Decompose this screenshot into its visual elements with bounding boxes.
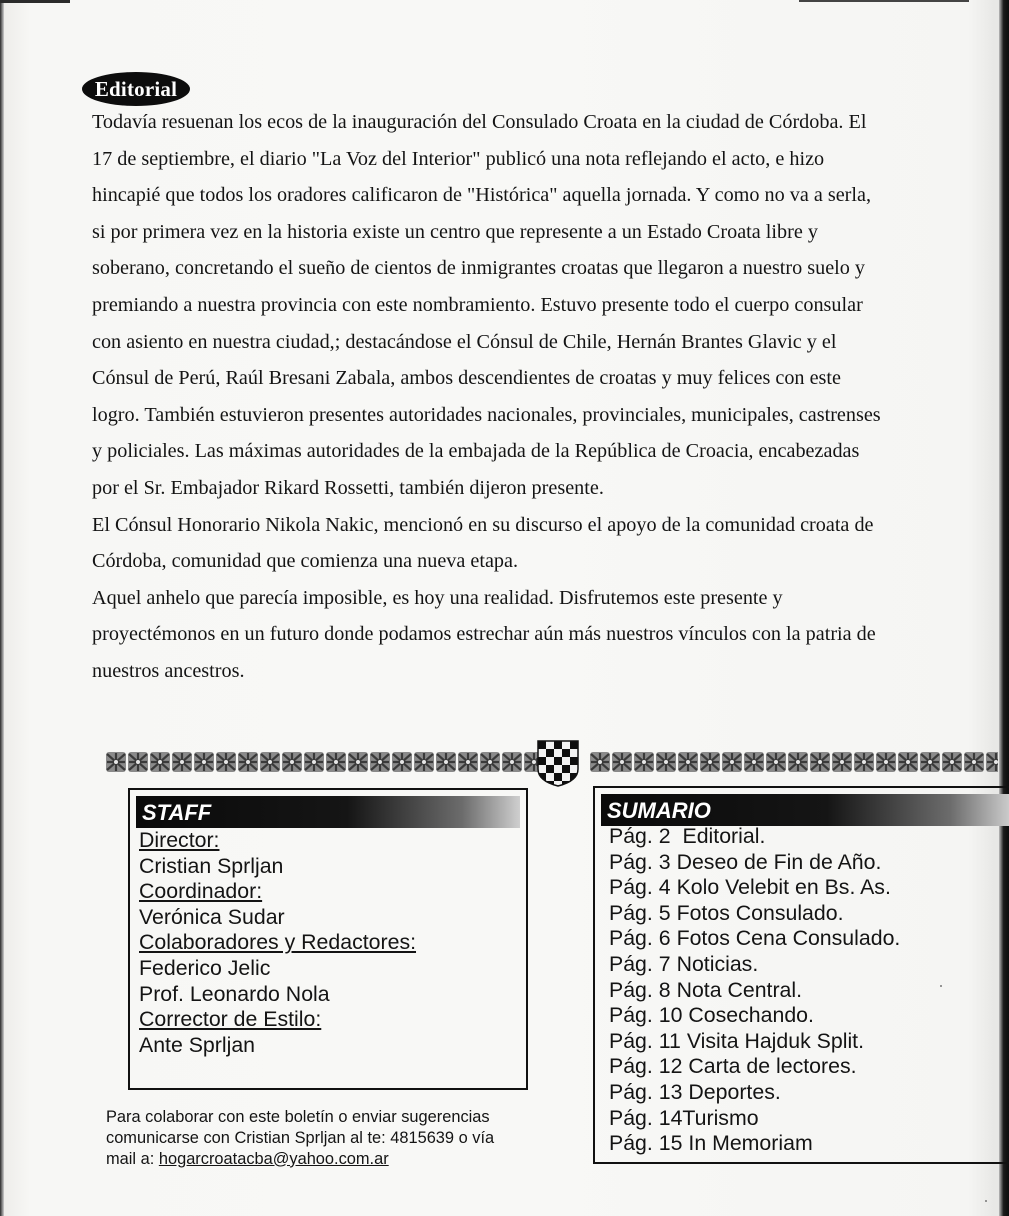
knot-tile	[304, 752, 324, 772]
staff-name: Cristian Sprljan	[139, 853, 284, 878]
knot-tile	[656, 752, 676, 772]
staff-role: Coordinador:	[139, 879, 263, 904]
sumario-item-title: Kolo Velebit en Bs. As.	[676, 875, 891, 900]
sumario-item-title: Fotos Cena Consulado.	[676, 926, 901, 951]
knot-tile	[678, 752, 698, 772]
contact-note	[106, 1107, 586, 1169]
sumario-list	[609, 824, 1009, 1157]
shield-square	[554, 741, 562, 749]
sumario-page-number: Pág. 2	[609, 824, 677, 848]
knot-tile	[370, 752, 390, 772]
shield-square	[562, 749, 570, 757]
editorial-line: proyectémonos en un futuro donde podamos estrechar aún más nuestros vínculos con la patria de	[92, 623, 876, 646]
shield-square	[546, 757, 554, 765]
shield-square	[554, 749, 562, 757]
knot-tile	[788, 752, 808, 772]
sumario-item-title: Cosechando.	[688, 1003, 814, 1028]
sumario-page-number: Pág. 5	[609, 900, 671, 925]
knot-tile	[106, 752, 126, 772]
scan-edge-top	[0, 0, 70, 3]
sumario-page-number: Pág. 10	[609, 1003, 683, 1028]
editorial-line: si por primera vez en la historia existe un centro que represente a un Estado Croata libre y	[92, 220, 818, 243]
scan-speck	[985, 1200, 987, 1202]
sumario-item	[609, 1003, 1009, 1029]
staff-name: Ante Sprljan	[139, 1032, 256, 1057]
knot-tile	[216, 752, 236, 772]
shield-square	[562, 741, 570, 749]
sumario-item-title: Noticias.	[676, 951, 759, 976]
sumario-page-number: Pág. 4	[609, 875, 671, 900]
sumario-page-number: Pág. 15	[609, 1131, 683, 1156]
sumario-page-number: Pág. 8	[609, 977, 671, 1002]
staff-role: Colaboradores y Redactores:	[139, 930, 417, 955]
knot-tile	[986, 752, 998, 772]
sumario-item	[609, 1080, 1009, 1106]
contact-line: Para colaborar con este boletín o enviar sugerencias	[106, 1108, 490, 1126]
knot-tile	[898, 752, 918, 772]
editorial-line: hincapié que todos los oradores calificaron de "Histórica" aquella jornada. Y como no va a serla,	[92, 184, 872, 207]
shield-square	[562, 765, 570, 773]
editorial-line: 17 de septiembre, el diario "La Voz del Interior" publicó una nota reflejando el acto, e hizo	[92, 147, 825, 170]
shield-square	[554, 765, 562, 773]
shield-square	[546, 765, 554, 773]
shield-square	[554, 757, 562, 765]
sumario-item-title: Carta de lectores.	[688, 1054, 857, 1079]
sumario-title: SUMARIO	[601, 794, 1009, 826]
sumario-page-number: Pág. 3	[609, 849, 671, 874]
staff-name: Verónica Sudar	[139, 904, 285, 929]
knot-tile	[260, 752, 280, 772]
staff-role: Corrector de Estilo:	[139, 1007, 322, 1032]
shield-square	[546, 749, 554, 757]
knot-tile	[194, 752, 214, 772]
shield-square	[562, 757, 570, 765]
shield-square	[554, 773, 562, 781]
knot-tile	[326, 752, 346, 772]
sumario-item-title: Editorial.	[682, 824, 766, 848]
staff-role: Director:	[139, 828, 220, 852]
sumario-box	[593, 786, 1009, 1164]
shield-square	[570, 781, 578, 787]
editorial-line: y policiales. Las máximas autoridades de la embajada de la República de Croacia, encabezadas	[92, 440, 860, 463]
editorial-line: con asiento en nuestra ciudad,; destacándose el Cónsul de Chile, Hernán Brantes Glavic y el	[92, 330, 837, 353]
sumario-page-number: Pág. 7	[609, 951, 671, 976]
sumario-item-title: Deseo de Fin de Año.	[676, 849, 882, 874]
knot-tile	[634, 752, 654, 772]
contact-line: comunicarse con Cristian Sprljan al te: 4815639 o vía	[106, 1128, 495, 1147]
staff-box	[128, 788, 528, 1090]
editorial-line: El Cónsul Honorario Nikola Nakic, mencionó en su discurso el apoyo de la comunidad croata de	[92, 513, 874, 536]
knot-tile	[722, 752, 742, 772]
sumario-item	[609, 926, 1009, 952]
sumario-page-number: Pág. 6	[609, 926, 671, 951]
editorial-line: logro. También estuvieron presentes autoridades nacionales, provinciales, municipales, castrenses	[92, 403, 881, 426]
shield-square	[570, 757, 578, 765]
knot-tile	[282, 752, 302, 772]
knot-tile	[128, 752, 148, 772]
sumario-page-number: Pág. 11	[609, 1028, 681, 1053]
staff-name: Federico Jelic	[139, 955, 271, 980]
knot-tile	[238, 752, 258, 772]
editorial-line: premiando a nuestra provincia con este nombramiento. Estuvo presente todo el cuerpo consular	[92, 293, 863, 316]
knot-tile	[172, 752, 192, 772]
staff-title: STAFF	[136, 796, 520, 828]
knot-tile	[700, 752, 720, 772]
knot-tile	[766, 752, 786, 772]
contact-line	[106, 1149, 586, 1170]
knot-tile	[502, 752, 522, 772]
sumario-item	[609, 901, 1009, 927]
knot-tile	[414, 752, 434, 772]
contact-mail-label: mail a:	[106, 1149, 159, 1168]
knot-tile	[942, 752, 962, 772]
knot-tile	[458, 752, 478, 772]
sumario-item-title: In Memoriam	[688, 1131, 813, 1156]
knot-tile	[744, 752, 764, 772]
shield-square	[538, 741, 546, 749]
sumario-page-number: Pág. 12	[609, 1054, 683, 1079]
sumario-item-title: Deportes.	[688, 1079, 781, 1104]
sumario-item	[609, 1054, 1009, 1080]
sumario-item	[609, 824, 1009, 850]
sumario-item-title: Fotos Consulado.	[676, 900, 844, 925]
shield-square	[546, 773, 554, 781]
shield-square	[538, 765, 546, 773]
knot-tile	[392, 752, 412, 772]
knot-tile	[854, 752, 874, 772]
knot-tile	[612, 752, 632, 772]
knot-tile	[964, 752, 984, 772]
editorial-text	[92, 104, 992, 690]
knot-tile	[810, 752, 830, 772]
scan-edge-top	[799, 0, 969, 2]
knot-tile	[348, 752, 368, 772]
sumario-item-title: Turismo	[682, 1105, 759, 1130]
sumario-item	[609, 1131, 1009, 1157]
scan-edge-left	[0, 0, 4, 1216]
shield-square	[546, 741, 554, 749]
sumario-item	[609, 1106, 1009, 1132]
editorial-line: Córdoba, comunidad que comienza una nueva etapa.	[92, 550, 519, 573]
sumario-item-title: Nota Central.	[676, 977, 803, 1002]
email-link[interactable]: hogarcroatacba@yahoo.com.ar	[158, 1149, 389, 1168]
sumario-item	[609, 1029, 1009, 1055]
editorial-line: Cónsul de Perú, Raúl Bresani Zabala, ambos descendientes de croatas y muy felices con este	[92, 367, 841, 390]
editorial-line: Todavía resuenan los ecos de la inauguración del Consulado Croata en la ciudad de Córdoba. El	[92, 111, 867, 133]
shield-square	[570, 749, 578, 757]
editorial-line: por el Sr. Embajador Rikard Rossetti, también dijeron presente.	[92, 476, 604, 499]
staff-list	[139, 828, 526, 1058]
editorial-line: soberano, concretando el sueño de cientos de inmigrantes croatas que llegaron a nuestro suelo y	[92, 257, 866, 280]
shield-square	[562, 773, 570, 781]
knot-tile	[590, 752, 610, 772]
sumario-page-number: Pág. 14	[609, 1105, 683, 1130]
shield-square	[538, 749, 546, 757]
sumario-item	[609, 952, 1009, 978]
sumario-item	[609, 850, 1009, 876]
knot-tile	[920, 752, 940, 772]
sumario-page-number: Pág. 13	[609, 1079, 683, 1104]
shield-square	[570, 765, 578, 773]
knot-tile	[150, 752, 170, 772]
shield-square	[570, 741, 578, 749]
sumario-item	[609, 978, 1009, 1004]
editorial-badge: Editorial	[82, 72, 190, 106]
shield-square	[538, 781, 546, 787]
scan-speck	[940, 985, 942, 987]
editorial-line: nuestros ancestros.	[92, 659, 245, 682]
sumario-item-title: Visita Hajduk Split.	[686, 1028, 865, 1053]
checkerboard-shield-icon	[536, 739, 580, 787]
editorial-line: Aquel anhelo que parecía imposible, es hoy una realidad. Disfrutemos este presente y	[92, 586, 783, 609]
knot-tile	[832, 752, 852, 772]
sumario-item	[609, 875, 1009, 901]
knot-tile	[876, 752, 896, 772]
knot-tile	[480, 752, 500, 772]
shield-square	[538, 757, 546, 765]
knot-tile	[436, 752, 456, 772]
staff-name: Prof. Leonardo Nola	[139, 981, 330, 1006]
